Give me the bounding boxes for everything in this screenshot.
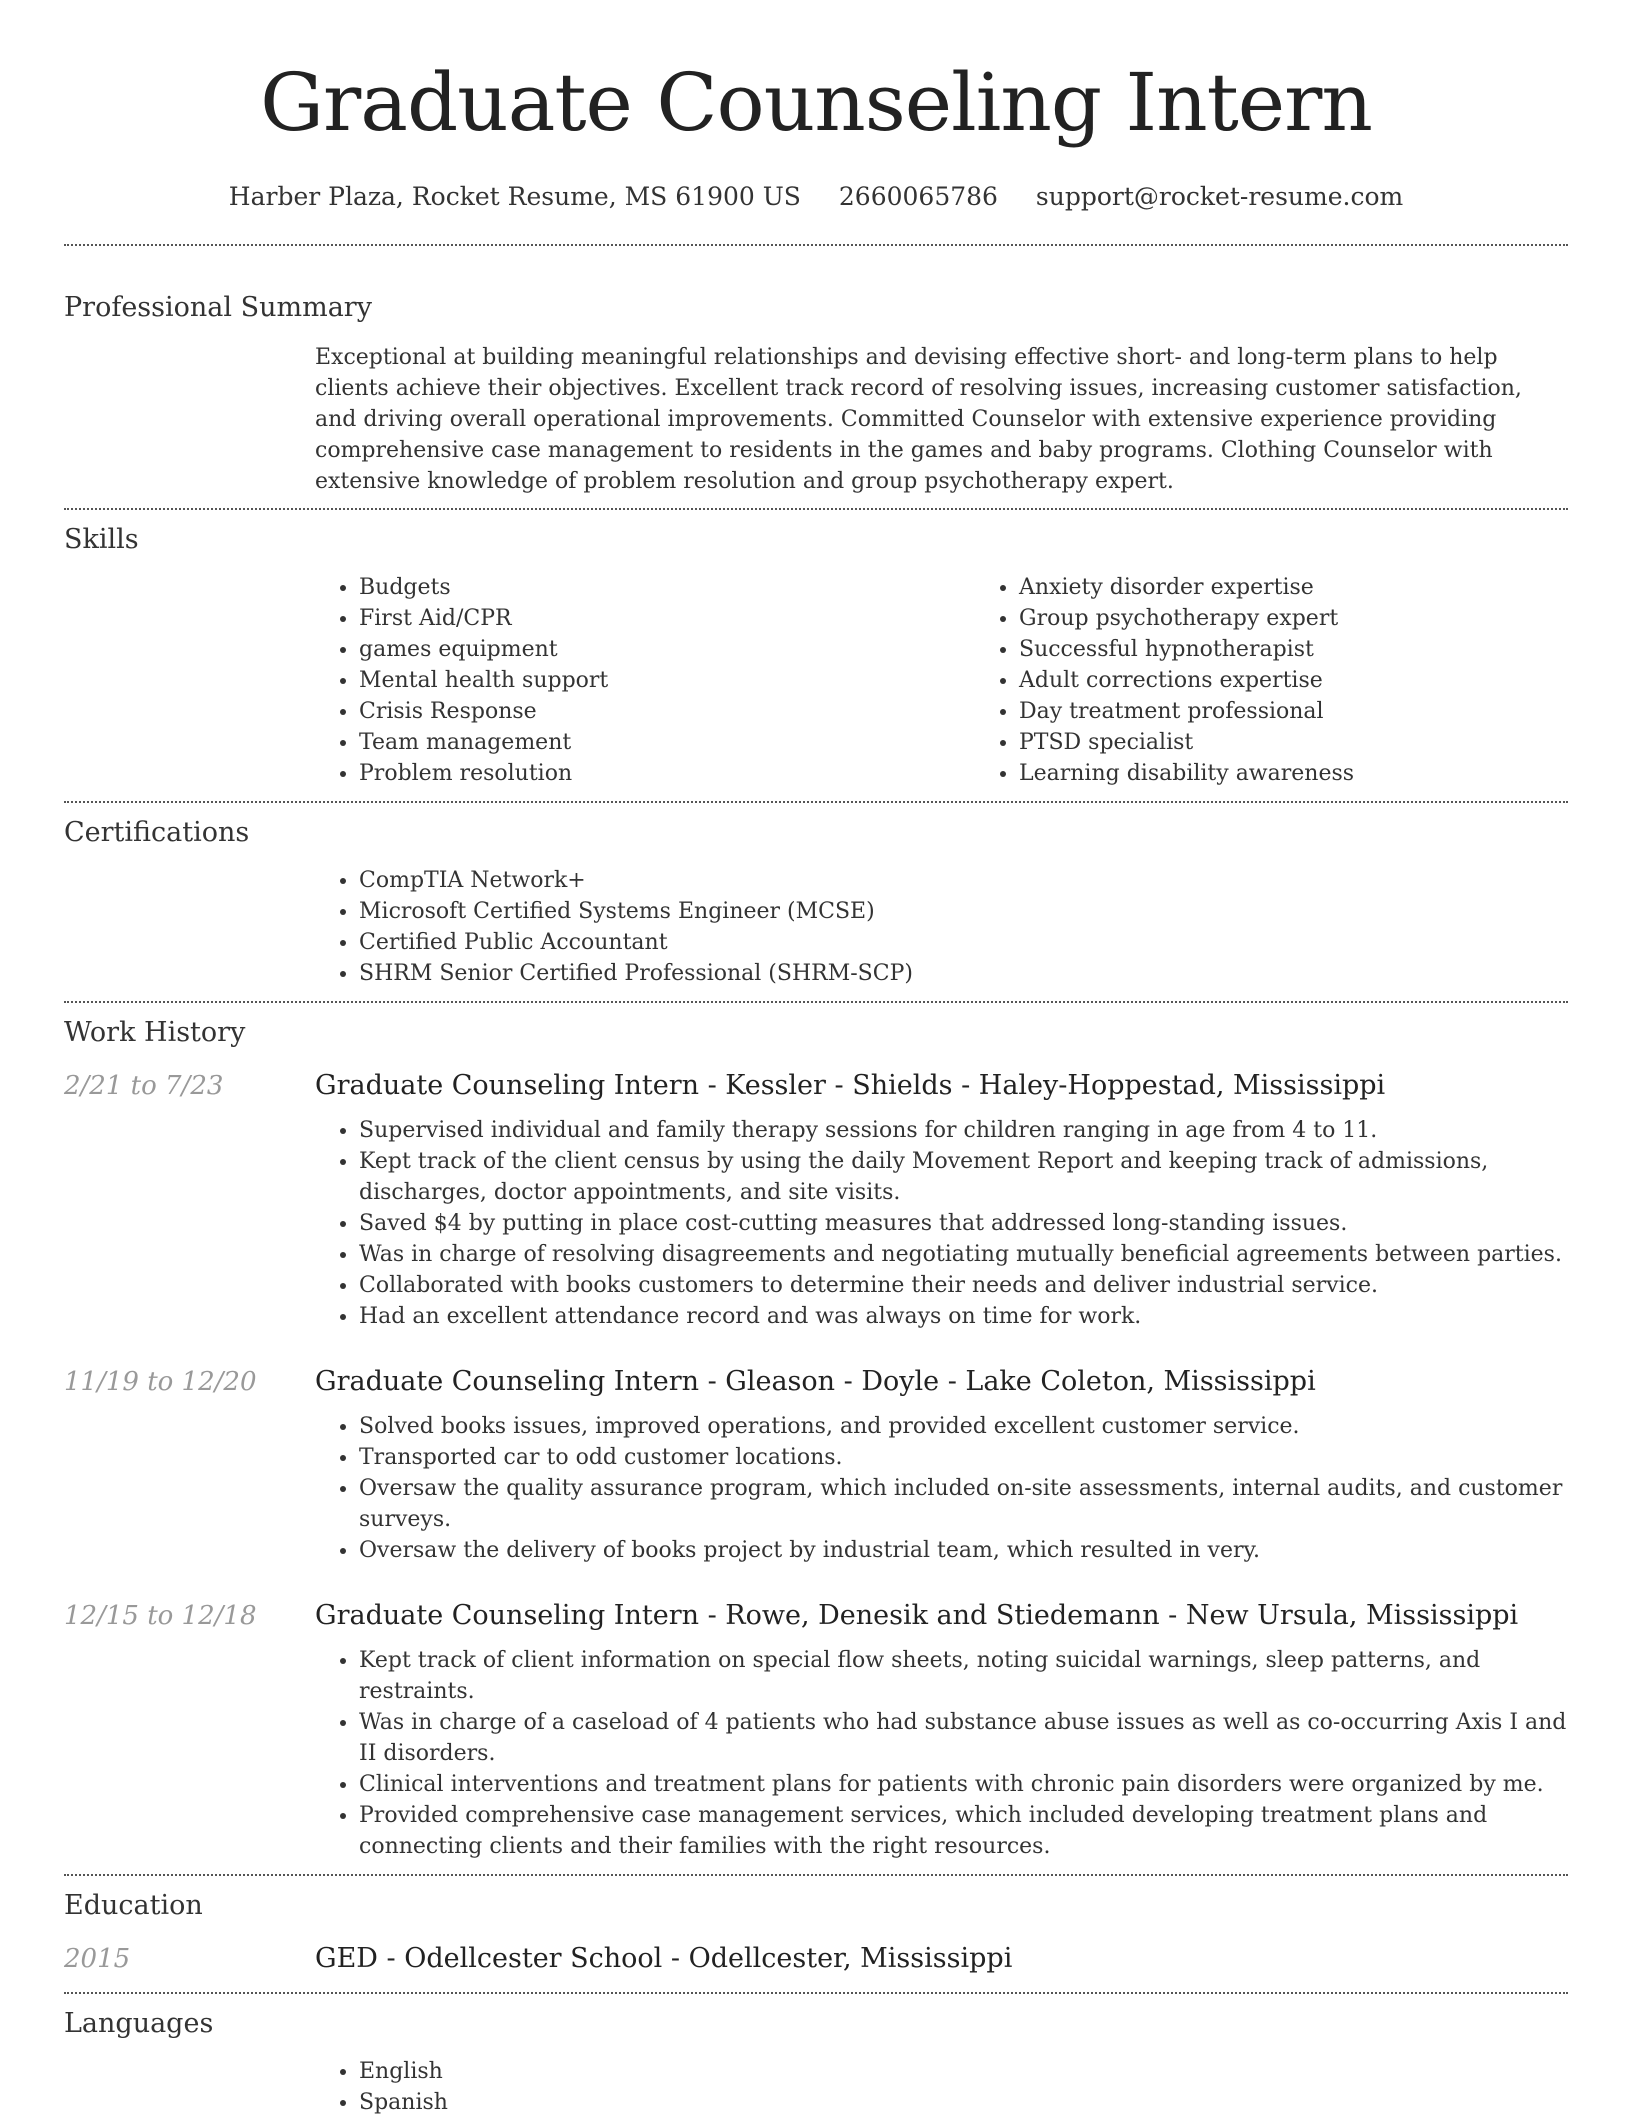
list-item: • Solved books issues, improved operations, and provided excellent customer service. — [359, 1411, 1568, 1442]
list-item: • Adult corrections expertise — [1019, 665, 1632, 696]
education-date: 2015 — [64, 1944, 131, 1974]
languages-list — [315, 2056, 1568, 2118]
list-item: • Budgets — [359, 572, 975, 603]
list-item: • Group psychotherapy expert — [1019, 603, 1632, 634]
list-item: • Kept track of the client census by using the daily Movement Report and keeping track of admissions, discharges, doctor appointments, and site visits. — [359, 1146, 1568, 1208]
job-title: Graduate Counseling Intern - Kessler - Shields - Haley-Hoppestad, Mississippi — [315, 1070, 1386, 1101]
list-item: • Team management — [359, 727, 975, 758]
summary-text: Exceptional at building meaningful relationships and devising effective short- and long-term plans to help clients achieve their objectives. Excellent track record of resolving issues, increasing customer satisfaction, and driving overall operational improvements. Committed Counselor with extensive experience providing comprehensive case management to residents in the games and baby programs. Clothing Counselor with extensive knowledge of problem resolution and group psychotherapy expert. — [315, 345, 1522, 494]
work-history-heading: Work History — [64, 1017, 246, 1048]
list-item: • Saved $4 by putting in place cost-cutting measures that addressed long-standing issues. — [359, 1208, 1568, 1239]
list-item: • SHRM Senior Certified Professional (SHRM-SCP) — [359, 958, 1568, 989]
list-item: • Oversaw the quality assurance program, which included on-site assessments, internal audits, and customer surveys. — [359, 1473, 1568, 1535]
contact-phone: 2660065786 — [838, 182, 998, 211]
job-bullets — [315, 1411, 1568, 1566]
contact-email: support@rocket-resume.com — [1035, 182, 1404, 211]
list-item: • CompTIA Network+ — [359, 865, 1568, 896]
summary-section — [315, 342, 1568, 497]
list-item: • Was in charge of resolving disagreements and negotiating mutually beneficial agreements between parties. — [359, 1239, 1568, 1270]
list-item: • Transported car to odd customer locations. — [359, 1442, 1568, 1473]
list-item: • Had an excellent attendance record and was always on time for work. — [359, 1301, 1568, 1332]
job-entry — [64, 1067, 1568, 1105]
languages-section — [315, 2056, 1568, 2118]
education-entry — [64, 1940, 1568, 1978]
list-item: • Crisis Response — [359, 696, 975, 727]
job-date: 12/15 to 12/18 — [64, 1601, 257, 1631]
skills-heading: Skills — [64, 524, 139, 555]
list-item: • Day treatment professional — [1019, 696, 1632, 727]
job-entry — [64, 1597, 1568, 1635]
job-title: Graduate Counseling Intern - Rowe, Denesik and Stiedemann - New Ursula, Mississippi — [315, 1600, 1519, 1631]
list-item: • games equipment — [359, 634, 975, 665]
skills-section — [315, 572, 1568, 789]
list-item: • Successful hypnotherapist — [1019, 634, 1632, 665]
contact-line — [0, 180, 1632, 214]
list-item: • English — [359, 2056, 1568, 2087]
certifications-list — [315, 865, 1568, 989]
job-date: 11/19 to 12/20 — [64, 1367, 257, 1397]
list-item: • Certified Public Accountant — [359, 927, 1568, 958]
list-item: • PTSD specialist — [1019, 727, 1632, 758]
list-item: • Was in charge of a caseload of 4 patients who had substance abuse issues as well as co-occurring Axis I and II disorders. — [359, 1707, 1568, 1769]
job-details — [315, 1115, 1568, 1332]
list-item: • Spanish — [359, 2087, 1568, 2118]
certifications-heading: Certifications — [64, 817, 250, 848]
list-item: • Collaborated with books customers to determine their needs and deliver industrial service. — [359, 1270, 1568, 1301]
job-title: Graduate Counseling Intern - Gleason - Doyle - Lake Coleton, Mississippi — [315, 1366, 1316, 1397]
education-detail: GED - Odellcester School - Odellcester, Mississippi — [315, 1943, 1013, 1974]
list-item: • Supervised individual and family therapy sessions for children ranging in age from 4 to 11. — [359, 1115, 1568, 1146]
job-bullets — [315, 1645, 1568, 1862]
list-item: • Kept track of client information on special flow sheets, noting suicidal warnings, sleep patterns, and restraints. — [359, 1645, 1568, 1707]
job-date: 2/21 to 7/23 — [64, 1071, 224, 1101]
list-item: • Provided comprehensive case management services, which included developing treatment plans and connecting clients and their families with the right resources. — [359, 1800, 1568, 1862]
list-item: • Clinical interventions and treatment plans for patients with chronic pain disorders were organized by me. — [359, 1769, 1568, 1800]
list-item: • Oversaw the delivery of books project by industrial team, which resulted in very. — [359, 1535, 1568, 1566]
skills-list-right — [975, 572, 1632, 789]
list-item: • First Aid/CPR — [359, 603, 975, 634]
education-heading: Education — [64, 1890, 203, 1921]
list-item: • Microsoft Certified Systems Engineer (MCSE) — [359, 896, 1568, 927]
job-bullets — [315, 1115, 1568, 1332]
summary-heading: Professional Summary — [64, 292, 372, 323]
languages-heading: Languages — [64, 2008, 214, 2039]
list-item: • Anxiety disorder expertise — [1019, 572, 1632, 603]
contact-address: Harber Plaza, Rocket Resume, MS 61900 US — [228, 182, 801, 211]
certifications-section — [315, 865, 1568, 989]
list-item: • Mental health support — [359, 665, 975, 696]
list-item: • Learning disability awareness — [1019, 758, 1632, 789]
candidate-name: Graduate Counseling Intern — [260, 56, 1372, 149]
skills-list-left — [315, 572, 975, 789]
list-item: • Problem resolution — [359, 758, 975, 789]
job-details — [315, 1645, 1568, 1862]
job-entry — [64, 1363, 1568, 1401]
job-details — [315, 1411, 1568, 1566]
